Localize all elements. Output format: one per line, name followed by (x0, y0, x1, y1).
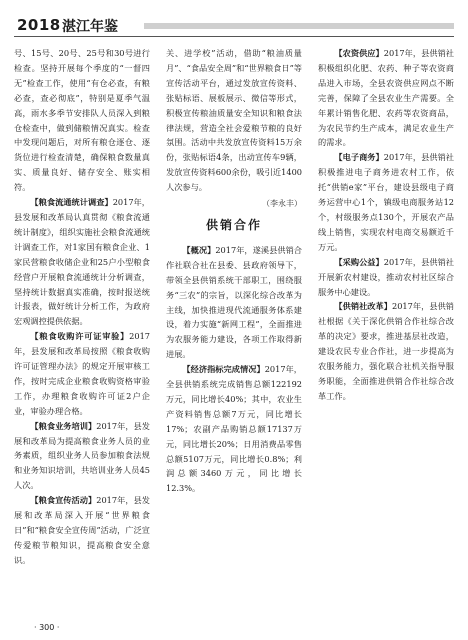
section-body: 2017年，遂溪县供销合作社联合社在县委、县政府领导下，带领全县供销系统干部职工，围绕服务“三农”的宗旨，以深化综合改革为主线，加快推进现代流通服务体系建设，着力实施“新网工程”，全面推进为农服务能力建设，各项工作取得新进展。 (166, 244, 302, 360)
section-body: 2017年，县供销社积极推进电子商务进农村工作，依托“供销e家”平台，建设县级电子商务运营中心1个，镇级电商服务站12个，村级服务点130个，开展农产品线上销售，实现农村电商交易额近千万元。 (318, 152, 454, 252)
yearbook-title: 湛江年鉴 (62, 19, 118, 35)
section-title: 【农资供应】 (334, 48, 384, 58)
section-supply (318, 46, 454, 150)
section-body: 2017年，全县供销系统完成销售总额122192万元，同比增长40%；其中，农业生产资料销售总额7万元，同比增长17%；农副产品购销总额17137万元，同比增长20%；日用消费品零售总额5107万元，同比增长0.8%；利润总额3460万元，同比增长12.3%。 (166, 364, 302, 494)
section-publicity (14, 493, 150, 568)
section-title: 【供销社改革】 (334, 301, 392, 312)
paragraph: 关、进学校”活动，借助“粮油质量月”、“食品安全周”和“世界粮食日”等宣传活动平台，通过发放宣传资料、张贴标语、展板展示、微信等形式，积极宣传粮油质量安全知识和粮食法律法规，营造全社会爱粮节粮的良好氛围。活动中共发放宣传资料15万余份，张贴标语4条，出动宣传车9辆，发放宣传资料600余份，吸引近1400人次参与。 (166, 48, 302, 193)
section-body: 2017年，县发展和改革局为提高粮食业务人员的业务素质，组织业务人员参加粮食法规和业务知识培训，共培训业务人员45人次。 (14, 420, 150, 491)
section-title: 【电子商务】 (334, 152, 384, 163)
column-1 (14, 46, 150, 568)
section-overview (166, 243, 302, 362)
section-body: 2017年，县供销社积极组织化肥、农药、种子等农资商品进入市场，全县农资供应网点不断完善，保障了全县农业生产需要。全年累计销售化肥、农药等农资商品，为农民节约生产成本，满足农业生产的需求。 (318, 48, 454, 148)
section-reform (318, 299, 454, 403)
page-number: · 300 · (34, 623, 60, 632)
yearbook-year: 2018 (17, 16, 61, 34)
column-2 (166, 46, 302, 496)
section-title: 【粮食业务培训】 (30, 420, 97, 431)
page-header (14, 14, 454, 38)
section-title: 【采购公益】 (334, 256, 384, 267)
section-indicators (166, 362, 302, 496)
section-heading: 供销合作 (205, 217, 262, 232)
section-title: 【粮食流通统计调查】 (30, 197, 113, 208)
section-training (14, 419, 150, 494)
section-body: 2017年，县供销社开展新农村建设，推动农村社区综合服务中心建设。 (318, 256, 454, 297)
author-credit: （李永丰） (262, 199, 302, 209)
section-title: 【经济指标完成情况】 (182, 364, 265, 375)
header-rule (14, 36, 454, 37)
section-body: 2017年，县供销社根据《关于深化供销合作社综合改革的决定》要求，推进基层社改造，建设农民专业合作社，进一步提高为农服务能力，强化联合社机关指导服务职能，全面推进供销合作社综合改革工作。 (318, 301, 454, 401)
section-body: 2017年，县发展和改革局按照《粮食收购许可证管理办法》的规定开展审核工作，按时完成企业粮食收购资格审验工作，办理粮食收购许可证2户企业，审验办理合格。 (14, 331, 150, 416)
header-band (144, 23, 454, 29)
section-purchase (318, 255, 454, 300)
paragraph: 号、15号、20号、25号和30号进行检查。坚持开展每个季度的“一督四无”检查工作，使用“有仓必查，有粮必查，查必彻底”，特别是夏季气温高，雨水多季节安排队人员深入到粮仓检查中，做到储粮情况真实。检查中发现问题后，对所有粮仓逐仓、逐货位进行检查清楚，确保粮食数量真实、质量良好、储存安全、账实相符。 (14, 48, 150, 193)
column-3 (318, 46, 454, 404)
section-title: 【概况】 (182, 244, 216, 255)
section-title: 【粮食宣传活动】 (30, 495, 97, 506)
section-license (14, 329, 150, 418)
section-stats (14, 195, 150, 329)
section-ecommerce (318, 150, 454, 254)
section-title: 【粮食收购许可证审验】 (30, 331, 130, 342)
section-body: 2017年，县发展和改革局深入开展“世界粮食日”和“粮食安全宣传周”活动，广泛宣传爱粮节粮知识，提高粮食安全意识。 (14, 495, 150, 565)
section-body: 2017年，县发展和改革局认真贯彻《粮食流通统计制度》，组织实施社会粮食流通统计调查工作，对1家国有粮食企业、1家民营粮食收储企业和25户小型粮食经营户开展粮食流通统计分析调查，坚持统计数据真实准确，按时报送统计报表，做好统计分析工作，为政府宏观调控提供依据。 (14, 197, 150, 327)
